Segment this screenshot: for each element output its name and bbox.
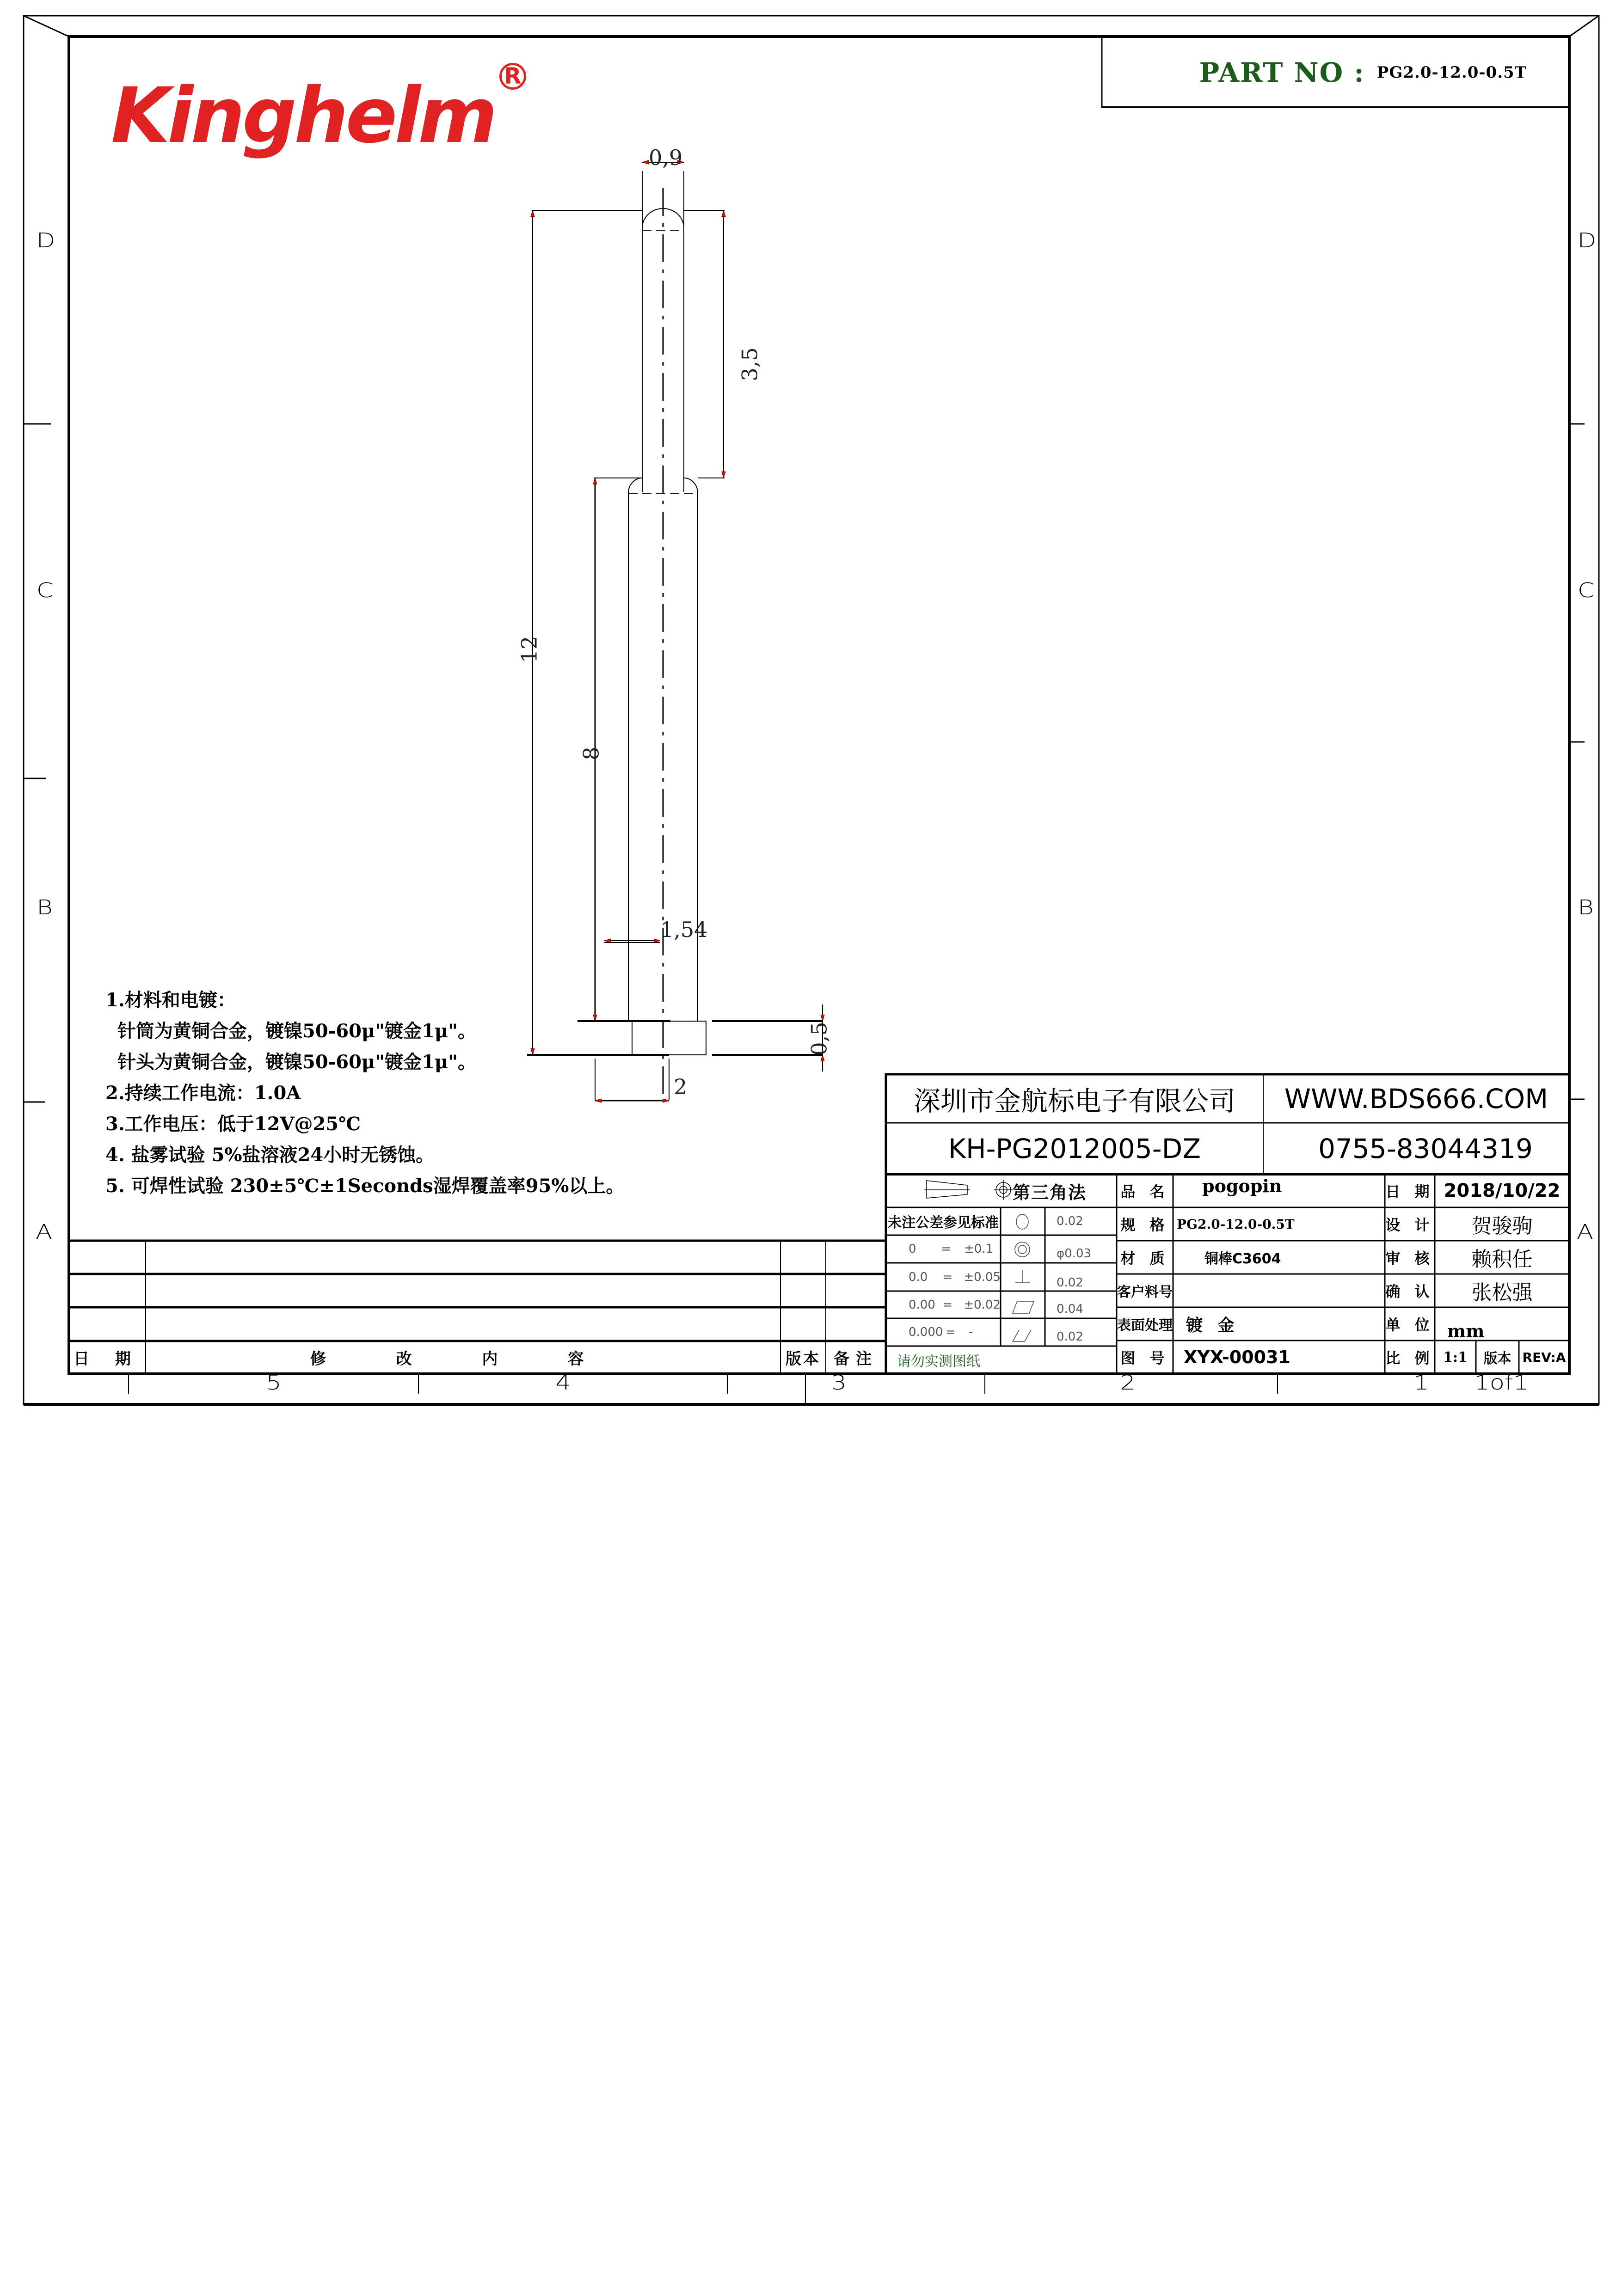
tolerance-row (909, 1291, 1001, 1318)
rev-header-version: 版本 (786, 1350, 821, 1368)
dim-tip-diameter: 0,9 (649, 145, 683, 170)
do-not-scale-warning: 请勿实测图纸 (897, 1353, 980, 1370)
zone-label-d-left: D (36, 229, 55, 252)
date-value: 2018/10/22 (1444, 1180, 1561, 1201)
dim-flange-thickness: 0,5 (806, 1022, 832, 1056)
rev-header-remark: 备注 (834, 1350, 878, 1368)
zone-label-a-right: A (1576, 1220, 1594, 1244)
company-website[interactable]: WWW.BDS666.COM (1284, 1083, 1548, 1114)
reviewer-name: 赖积任 (1471, 1248, 1533, 1271)
document-code: KH-PG2012005-DZ (948, 1133, 1201, 1164)
zone-label-2: 2 (1120, 1371, 1136, 1395)
note-2: 2.持续工作电流：1.0A (105, 1082, 301, 1104)
tolerance-row (909, 1263, 1001, 1291)
zone-label-1: 1 (1413, 1371, 1429, 1395)
drawing-number-label: 图 号 (1120, 1349, 1169, 1367)
tolerance-value: ±0.05 (964, 1270, 1001, 1284)
company-name: 深圳市金航标电子有限公司 (913, 1085, 1235, 1117)
surface-treatment-label: 表面处理 (1117, 1317, 1173, 1334)
zone-label-5: 5 (266, 1371, 282, 1395)
product-name-label: 品 名 (1120, 1183, 1169, 1200)
spec-value: PG2.0-12.0-0.5T (1177, 1216, 1295, 1232)
tolerance-value: - (969, 1325, 973, 1339)
brand-logo (111, 63, 522, 160)
circularity-icon (1016, 1214, 1028, 1229)
tolerance-row (909, 1235, 1001, 1263)
concentricity-icon (1015, 1242, 1030, 1257)
customer-part-label: 客户料号 (1117, 1284, 1173, 1300)
tolerance-key: 0.00 (909, 1298, 935, 1312)
dim-barrel-length: 8 (578, 747, 604, 760)
zone-label-c-left: C (36, 579, 54, 602)
part-number-value: PG2.0-12.0-0.5T (1376, 63, 1527, 82)
zone-label-3: 3 (831, 1371, 847, 1395)
scale-label: 比 例 (1385, 1349, 1434, 1367)
zone-label-b-left: B (37, 896, 53, 919)
tolerance-eq: = (942, 1270, 953, 1284)
version-label: 版本 (1483, 1351, 1511, 1367)
tolerance-value: ±0.02 (964, 1298, 1001, 1312)
unit-value: mm (1447, 1321, 1485, 1341)
note-1b: 针头为黄铜合金，镀镍50-60μ"镀金1μ"。 (117, 1051, 476, 1073)
spec-label: 规 格 (1120, 1216, 1169, 1234)
product-name-value: pogopin (1202, 1175, 1282, 1196)
geo-tol-perpendicularity: 0.02 (1057, 1276, 1083, 1290)
tolerance-row (909, 1318, 1001, 1346)
geo-tol-concentricity: φ0.03 (1057, 1247, 1092, 1261)
zone-label-b-right: B (1578, 896, 1594, 919)
design-label: 设 计 (1385, 1216, 1434, 1234)
zone-label-c-right: C (1577, 579, 1595, 602)
note-4: 4. 盐雾试验 5%盐溶液24小时无锈蚀。 (105, 1144, 435, 1166)
flatness-icon (1013, 1301, 1034, 1313)
sheet-count: 1of1 (1474, 1371, 1529, 1395)
dim-tip-length: 3,5 (737, 347, 762, 381)
material-label: 材 质 (1120, 1249, 1169, 1267)
technical-notes (105, 985, 624, 1201)
note-1: 1.材料和电镀： (105, 989, 236, 1011)
designer-name: 贺骏驹 (1471, 1214, 1533, 1238)
customer-part-value (1184, 1274, 1385, 1307)
part-number-box (1104, 37, 1568, 108)
review-label: 审 核 (1385, 1249, 1434, 1267)
zone-label-a-left: A (35, 1220, 53, 1244)
note-1a: 针筒为黄铜合金，镀镍50-60μ"镀金1μ"。 (117, 1020, 476, 1042)
note-3: 3.工作电压：低于12V@25℃ (105, 1113, 361, 1135)
confirmer-name: 张松强 (1471, 1281, 1533, 1304)
confirm-label: 确 认 (1385, 1283, 1434, 1300)
brand-name: Kinghelm (111, 71, 495, 160)
unit-label: 单 位 (1385, 1316, 1434, 1334)
zone-label-d-right: D (1577, 229, 1597, 252)
tolerance-value: ±0.1 (964, 1242, 994, 1256)
dim-barrel-diameter: 1,54 (660, 917, 708, 942)
note-5: 5. 可焊性试验 230±5℃±1Seconds湿焊覆盖率95%以上。 (105, 1175, 625, 1197)
rev-header-content: 修 改 内 容 (310, 1350, 616, 1368)
part-number-label: PART NO : (1199, 56, 1365, 88)
company-phone: 0755-83044319 (1318, 1133, 1533, 1164)
geo-tol-circularity: 0.02 (1057, 1214, 1083, 1228)
tolerance-eq: = (942, 1298, 953, 1312)
tolerance-key: 0 (909, 1242, 916, 1256)
geo-tol-flatness: 0.04 (1057, 1302, 1083, 1316)
tolerance-title: 未注公差参见标准 (888, 1215, 999, 1231)
tolerance-key: 0.0 (909, 1270, 928, 1284)
tolerance-eq: = (946, 1325, 956, 1339)
material-value: 铜棒C3604 (1204, 1251, 1281, 1267)
scale-value: 1:1 (1443, 1349, 1468, 1365)
surface-treatment-value: 镀 金 (1186, 1316, 1239, 1335)
registered-mark-icon: R (499, 63, 526, 90)
zone-label-4: 4 (555, 1371, 571, 1395)
tolerance-key: 0.000 (909, 1325, 943, 1339)
date-label: 日 期 (1385, 1183, 1434, 1200)
rev-header-date: 日 期 (74, 1350, 141, 1368)
dim-flange-diameter: 2 (674, 1074, 688, 1099)
projection-method: 第三角法 (1013, 1182, 1087, 1203)
tolerance-eq: = (941, 1242, 951, 1256)
dim-overall-length: 12 (516, 636, 542, 663)
drawing-number-value: XYX-00031 (1184, 1347, 1290, 1367)
geo-tol-parallelism: 0.02 (1057, 1330, 1083, 1344)
version-value: REV:A (1522, 1349, 1566, 1365)
parallelism-icon (1013, 1330, 1019, 1341)
